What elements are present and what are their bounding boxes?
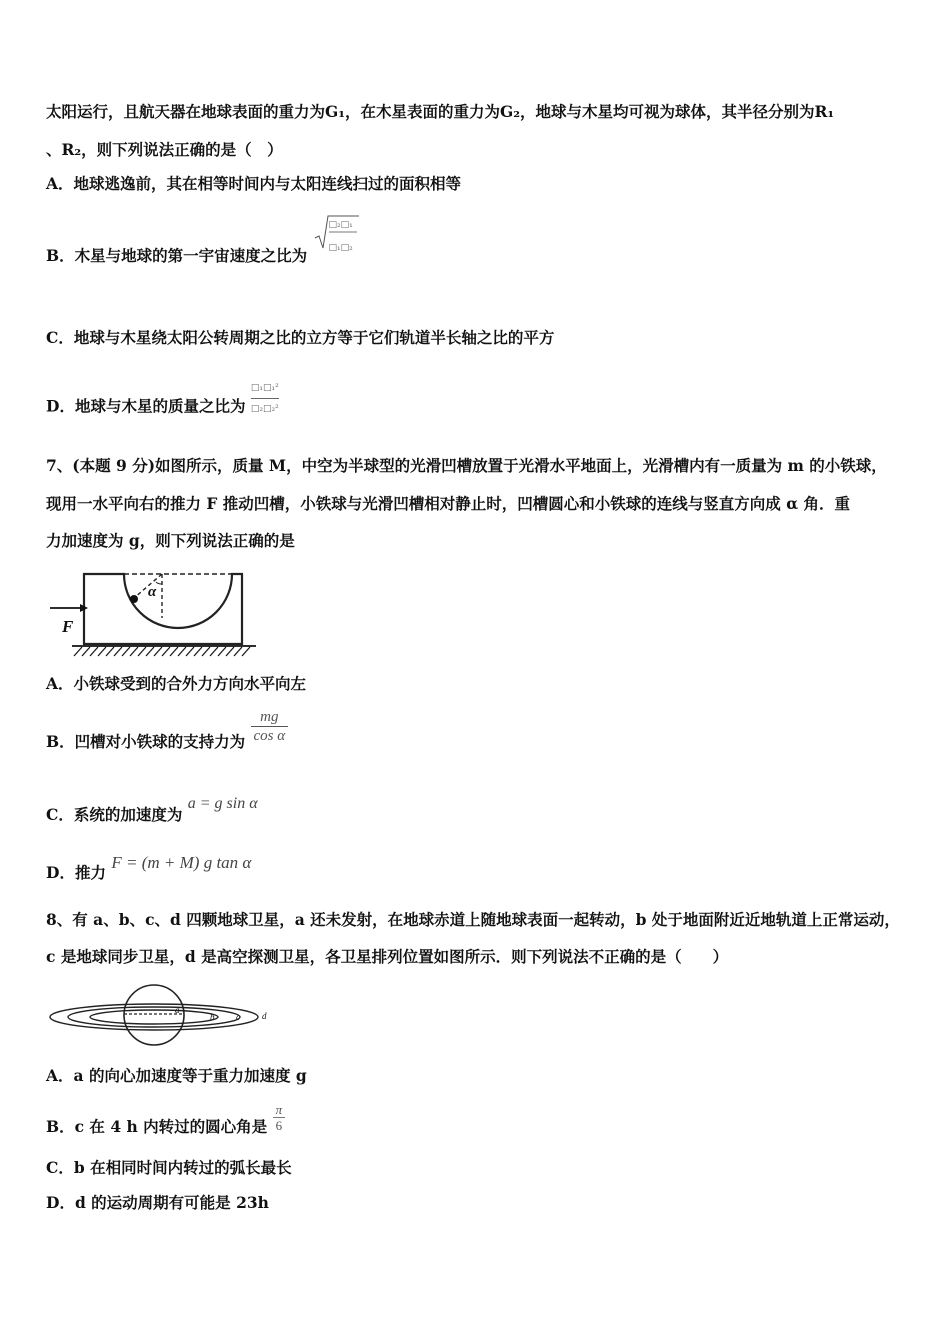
- label-c: c: [236, 1012, 240, 1022]
- q7-option-c-text: C．系统的加速度为: [46, 805, 183, 824]
- q6-option-d: [46, 383, 279, 428]
- q6-option-b: [46, 212, 359, 265]
- q6-option-b-formula: [313, 212, 359, 252]
- q7-stem-line3: 力加速度为 g，则下列说法正确的是: [46, 531, 295, 550]
- q6-stem-line1: 太阳运行，且航天器在地球表面的重力为G₁，在木星表面的重力为G₂，地球与木星均可视为球体，其半径分别为R₁: [46, 102, 835, 121]
- q8-option-b-text: B．c 在 4 h 内转过的圆心角是: [46, 1116, 268, 1136]
- ground-hatching: [74, 647, 250, 656]
- label-b: b: [210, 1012, 215, 1022]
- force-label: F: [62, 617, 74, 636]
- q7-stem-line1: 7、(本题 9 分)如图所示，质量 M，中空为半球型的光滑凹槽放置于光滑水平地面上，光滑槽内有一质量为 m 的小铁球，: [46, 456, 887, 475]
- q6-option-d-denominator: □₂□₂²: [250, 404, 279, 414]
- q6-option-d-numerator: □₁□₁²: [251, 378, 279, 399]
- label-d: d: [262, 1011, 267, 1021]
- q8-satellite-figure: [44, 982, 284, 1048]
- q6-option-b-denominator: □₁□₂: [328, 243, 353, 253]
- label-a: a: [175, 1005, 180, 1015]
- q6-option-a: A．地球逃逸前，其在相等时间内与太阳连线扫过的面积相等: [46, 174, 462, 193]
- q8-option-d: D．d 的运动周期有可能是 23h: [46, 1193, 269, 1212]
- q8-option-b-denominator: 6: [275, 1118, 283, 1133]
- q8-option-b-numerator: π: [273, 1102, 286, 1118]
- q8-stem-line1: 8、有 a、b、c、d 四颗地球卫星，a 还未发射，在地球赤道上随地球表面一起转动，b 处于地面附近近地轨道上正常运动，: [46, 910, 900, 929]
- q8-option-c: C．b 在相同时间内转过的弧长最长: [46, 1158, 292, 1177]
- q6-stem-line2: 、R₂，则下列说法正确的是（ ）: [46, 140, 283, 159]
- q6-option-c: C．地球与木星绕太阳公转周期之比的立方等于它们轨道半长轴之比的平方: [46, 328, 555, 347]
- q7-option-c-formula: a = g sin α: [187, 795, 258, 812]
- orbit-b: [90, 1010, 218, 1024]
- q7-option-d-text: D．推力: [46, 863, 106, 882]
- q8-option-b-fraction: [273, 1102, 286, 1133]
- orbit-d: [50, 1004, 258, 1030]
- q6-option-b-numerator: □₂□₁: [328, 220, 353, 230]
- q7-option-b-text: B．凹槽对小铁球的支持力为: [46, 731, 246, 751]
- q6-option-b-fraction: [329, 215, 353, 258]
- q7-stem-line2: 现用一水平向右的推力 F 推动凹槽，小铁球与光滑凹槽相对静止时，凹槽圆心和小铁球的连线与竖直方向成 α 角．重: [46, 494, 851, 513]
- alpha-label: α: [148, 584, 157, 600]
- q7-groove-figure: [44, 566, 264, 666]
- q7-option-a: A．小铁球受到的合外力方向水平向左: [46, 674, 307, 693]
- q7-option-b: [46, 708, 288, 751]
- q8-option-a: A．a 的向心加速度等于重力加速度 g: [46, 1066, 307, 1085]
- q7-option-b-denominator: cos α: [253, 728, 286, 744]
- q7-option-d: [46, 853, 252, 882]
- q7-option-c: [46, 793, 258, 824]
- q6-option-d-fraction: [251, 378, 279, 419]
- q6-option-d-text: D．地球与木星的质量之比为: [46, 396, 246, 416]
- q7-option-d-formula: F = (m + M) g tan α: [111, 853, 252, 872]
- q7-option-b-fraction: [251, 708, 289, 745]
- q8-stem-line2: c 是地球同步卫星，d 是高空探测卫星，各卫星排列位置如图所示．则下列说法不正确的是（ ）: [46, 947, 729, 966]
- q6-option-b-text: B．木星与地球的第一宇宙速度之比为: [46, 246, 308, 265]
- earth-circle: [124, 985, 184, 1045]
- q7-option-b-numerator: mg: [251, 708, 289, 727]
- q8-option-b: [46, 1102, 285, 1136]
